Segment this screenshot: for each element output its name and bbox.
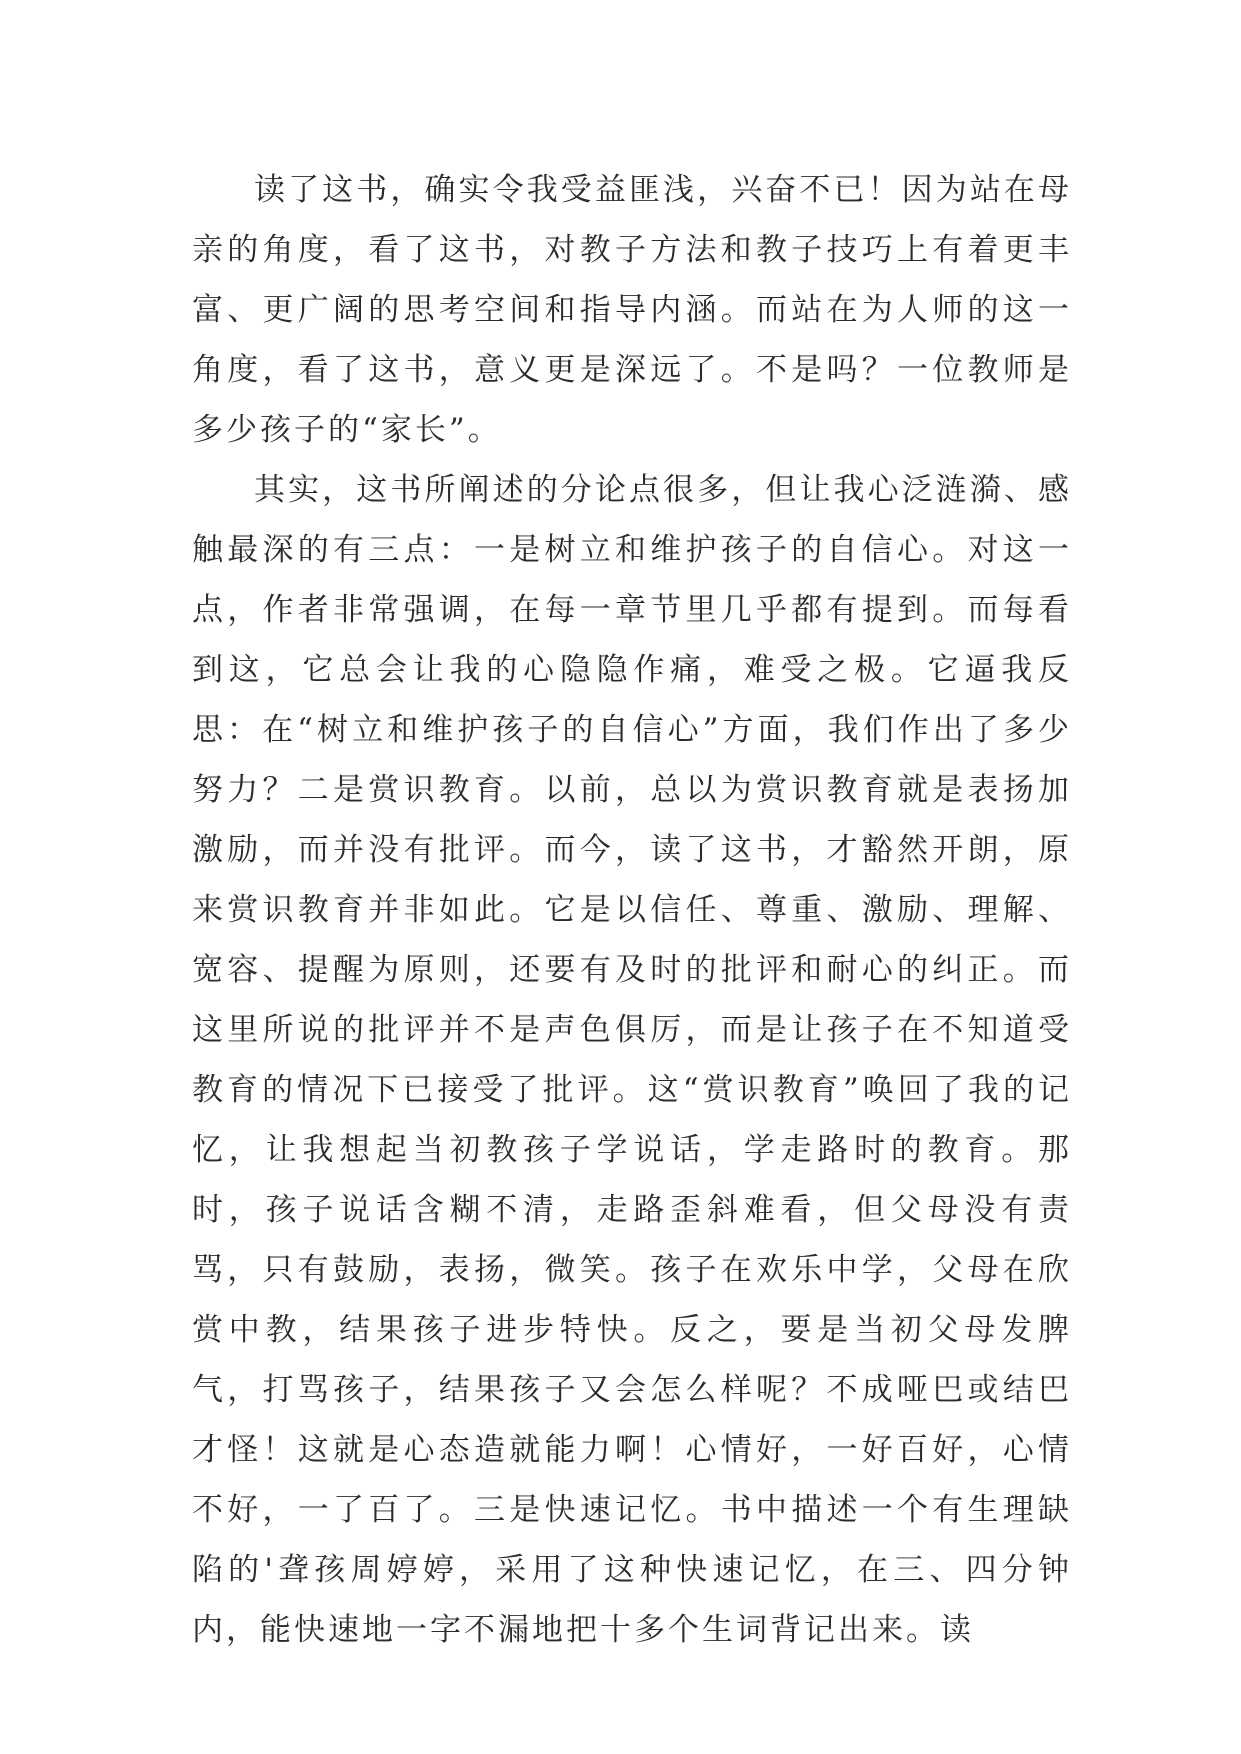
- paragraph: 其实，这书所阐述的分论点很多，但让我心泛涟漪、感触最深的有三点：一是树立和维护孩子的自信心。对这一点，作者非常强调，在每一章节里几乎都有提到。而每看到这，它总会让我的心隐隐作痛，难受之极。它逼我反思：在“树立和维护孩子的自信心”方面，我们作出了多少努力？二是赏识教育。以前，总以为赏识教育就是表扬加激励，而并没有批评。而今，读了这书，才豁然开朗，原来赏识教育并非如此。它是以信任、尊重、激励、理解、宽容、提醒为原则，还要有及时的批评和耐心的纠正。而这里所说的批评并不是声色俱厉，而是让孩子在不知道受教育的情况下已接受了批评。这“赏识教育”唤回了我的记忆，让我想起当初教孩子学说话，学走路时的教育。那时，孩子说话含糊不清，走路歪斜难看，但父母没有责骂，只有鼓励，表扬，微笑。孩子在欢乐中学，父母在欣赏中教，结果孩子进步特快。反之，要是当初父母发脾气，打骂孩子，结果孩子又会怎么样呢？不成哑巴或结巴才怪！这就是心态造就能力啊！心情好，一好百好，心情不好，一了百了。三是快速记忆。书中描述一个有生理缺陷的'聋孩周婷婷，采用了这种快速记忆，在三、四分钟内，能快速地一字不漏地把十多个生词背记出来。读: [192, 472, 1072, 1648]
- paragraph: 读了这书，确实令我受益匪浅，兴奋不已！因为站在母亲的角度，看了这书，对教子方法和教子技巧上有着更丰富、更广阔的思考空间和指导内涵。而站在为人师的这一角度，看了这书，意义更是深远了。不是吗？一位教师是多少孩子的“家长”。: [192, 172, 1072, 448]
- document-body: [192, 160, 1072, 1660]
